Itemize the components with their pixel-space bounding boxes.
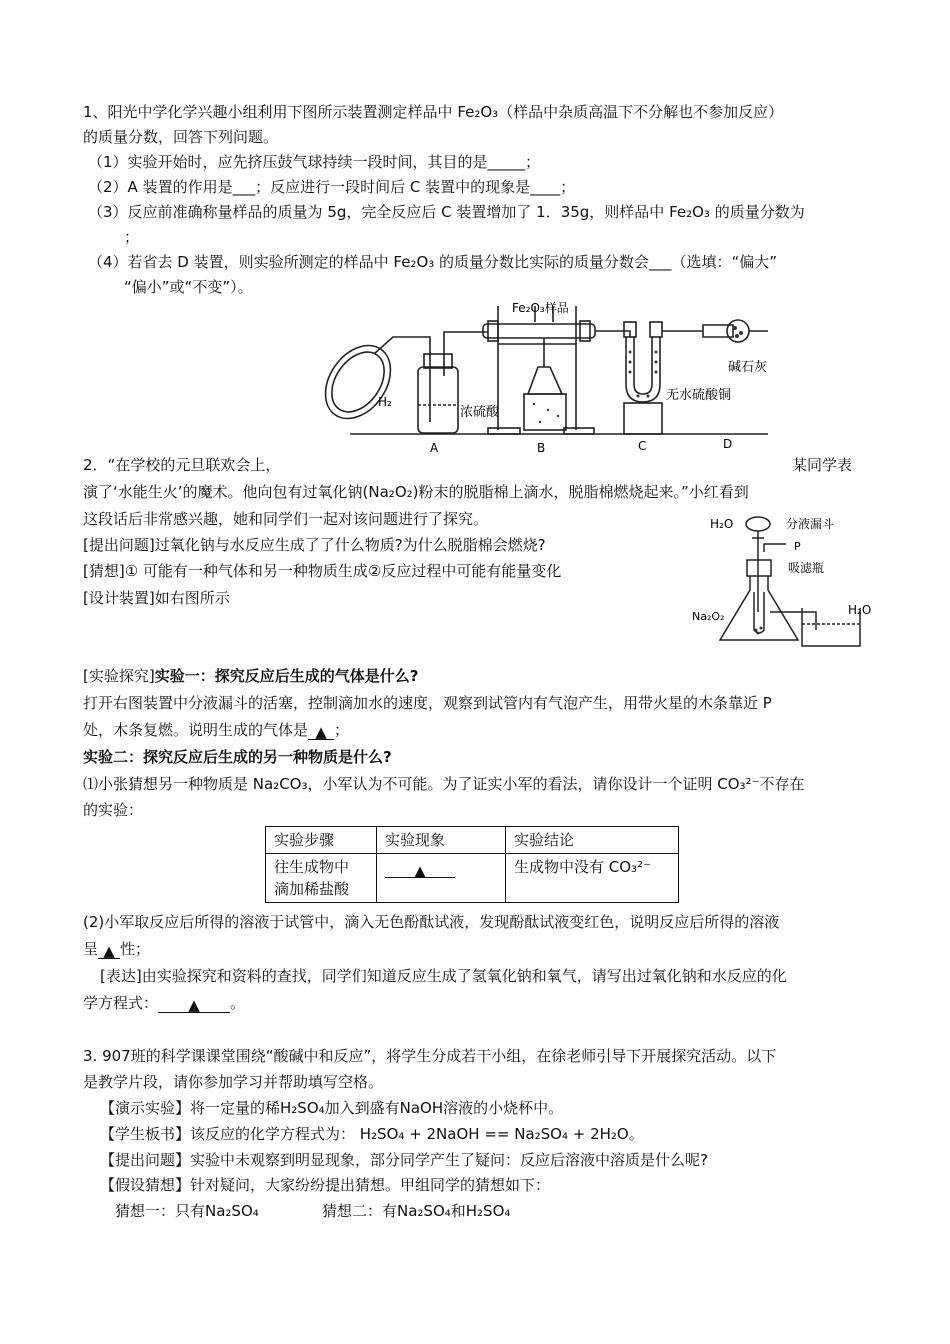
q2-question: [提出问题]过氧化钠与水反应生成了了什么物质?为什么脱脂棉会燃烧? <box>83 536 546 554</box>
label-na2o2: Na₂O₂ <box>692 610 725 623</box>
label-flask: 吸滤瓶 <box>788 561 825 575</box>
table-cell-phenomenon[interactable]: ▲ <box>377 854 506 903</box>
q1-sub-3-end: ； <box>124 228 140 246</box>
q2-hypothesis: [猜想]① 可能有一种气体和另一种物质生成②反应过程中可能有能量变化 <box>83 562 562 580</box>
q1-sub-2: （2）A 装置的作用是___；反应进行一段时间后 C 装置中的现象是____； <box>88 178 576 196</box>
label-funnel: 分液漏斗 <box>786 517 835 531</box>
label-b: B <box>537 441 546 455</box>
q2-line-1b: 某同学表 <box>792 456 853 474</box>
q1-sub-4: （4）若省去 D 装置，则实验所测定的样品中 Fe₂O₃ 的质量分数比实际的质量分数会___（选填：“偏大” <box>88 253 778 271</box>
q2-design: [设计装置]如右图所示 <box>83 589 230 607</box>
q2-line-2: 演了‘水能生火’的魔术。他向包有过氧化钠(Na₂O₂)粉末的脱脂棉上滴水，脱脂棉燃烧起来。”小红看到 <box>83 483 749 501</box>
q2-line-3: 这段话后非常感兴趣，她和同学们一起对该问题进行了探究。 <box>83 510 489 528</box>
q1-sub-1: （1）实验开始时，应先挤压鼓气球持续一段时间，其目的是_____； <box>88 153 541 171</box>
q1-line-2: 的质量分数，回答下列问题。 <box>83 128 279 146</box>
table-header-conclusion: 实验结论 <box>506 827 679 854</box>
exp1-heading: [实验探究]实验一：探究反应后生成的气体是什么? <box>83 667 419 685</box>
label-h2o-top: H₂O <box>710 517 734 531</box>
q3-line-1: 3. 907班的科学课课堂围绕“酸碱中和反应”，将学生分成若干小组，在徐老师引导下开展探究活动。以下 <box>83 1047 777 1065</box>
label-d: D <box>723 437 733 451</box>
q1-sub-3: （3）反应前准确称量样品的质量为 5g，完全反应后 C 装置增加了 1．35g，则样品中 Fe₂O₃ 的质量分数为 <box>88 203 805 221</box>
q3-demo: 【演示实验】将一定量的稀H₂SO₄加入到盛有NaOH溶液的小烧杯中。 <box>100 1099 564 1117</box>
express-line-2: 学方程式： ▲ 。 <box>83 994 246 1014</box>
answer-blank-property[interactable]: ▲ <box>98 941 120 959</box>
label-sample: Fe₂O₃样品 <box>512 301 569 315</box>
label-soda-lime: 碱石灰 <box>728 360 768 375</box>
q3-board: 【学生板书】该反应的化学方程式为： H₂SO₄ + 2NaOH == Na₂SO₄ + 2H₂O。 <box>100 1125 644 1143</box>
label-h2: H₂ <box>378 395 392 409</box>
q3-guess-2: 猜想二：有Na₂SO₄和H₂SO₄ <box>322 1202 511 1220</box>
answer-blank-gas[interactable]: ▲ <box>308 722 334 740</box>
exp2-line-1: ⑴小张猜想另一种物质是 Na₂CO₃，小军认为不可能。为了证实小军的看法，请你设计一个证明 CO₃²⁻不存在 <box>83 775 805 793</box>
table-header-step: 实验步骤 <box>266 827 377 854</box>
q1-line-1: 1、阳光中学化学兴趣小组利用下图所示装置测定样品中 Fe₂O₃（样品中杂质高温下不分解也不参加反应） <box>83 103 784 121</box>
q2-apparatus-diagram <box>690 512 880 652</box>
exp1-line-2: 处，木条复燃。说明生成的气体是 ▲ ； <box>83 721 350 741</box>
table-cell-conclusion: 生成物中没有 CO₃²⁻ <box>506 854 679 903</box>
label-conc-acid: 浓硫酸 <box>460 405 500 420</box>
experiment-table <box>265 826 679 903</box>
label-c: C <box>638 439 647 453</box>
label-a: A <box>430 441 439 455</box>
part2-line-1: (2)小军取反应后所得的溶液于试管中，滴入无色酚酞试液，发现酚酞试液变红色，说明反应后所得的溶液 <box>83 913 780 931</box>
q3-hypothesis: 【假设猜想】针对疑问，大家纷纷提出猜想。甲组同学的猜想如下： <box>100 1176 551 1194</box>
q1-apparatus-diagram <box>318 292 773 460</box>
q1-sub-4-end: “偏小”或“不变”）。 <box>124 278 253 296</box>
exp2-heading: 实验二：探究反应后生成的另一种物质是什么? <box>83 748 392 766</box>
q2-line-1a: 2．“在学校的元旦联欢会上， <box>83 456 281 474</box>
label-cuso4: 无水硫酸铜 <box>666 388 732 403</box>
answer-blank-equation[interactable]: ▲ <box>158 995 230 1013</box>
q3-question: 【提出问题】实验中未观察到明显现象，部分同学产生了疑问：反应后溶液中溶质是什么呢? <box>100 1151 708 1169</box>
exp2-line-2: 的实验： <box>83 801 144 819</box>
label-p: P <box>794 540 801 553</box>
label-h2o-right: H₂O <box>848 603 872 617</box>
q3-line-2: 是教学片段，请你参加学习并帮助填写空格。 <box>83 1073 384 1091</box>
table-header-phenomenon: 实验现象 <box>377 827 506 854</box>
exp1-line-1: 打开右图装置中分液漏斗的活塞，控制滴加水的速度，观察到试管内有气泡产生，用带火星的木条靠近 P <box>83 694 772 712</box>
table-cell-step: 往生成物中 滴加稀盐酸 <box>266 854 377 903</box>
part2-line-2: 呈 ▲ 性； <box>83 940 151 960</box>
express-line-1: [表达]由实验探究和资料的查找，同学们知道反应生成了氢氧化钠和氧气，请写出过氧化钠和水反应的化 <box>100 967 787 985</box>
q3-guess-1: 猜想一：只有Na₂SO₄ <box>115 1202 259 1220</box>
